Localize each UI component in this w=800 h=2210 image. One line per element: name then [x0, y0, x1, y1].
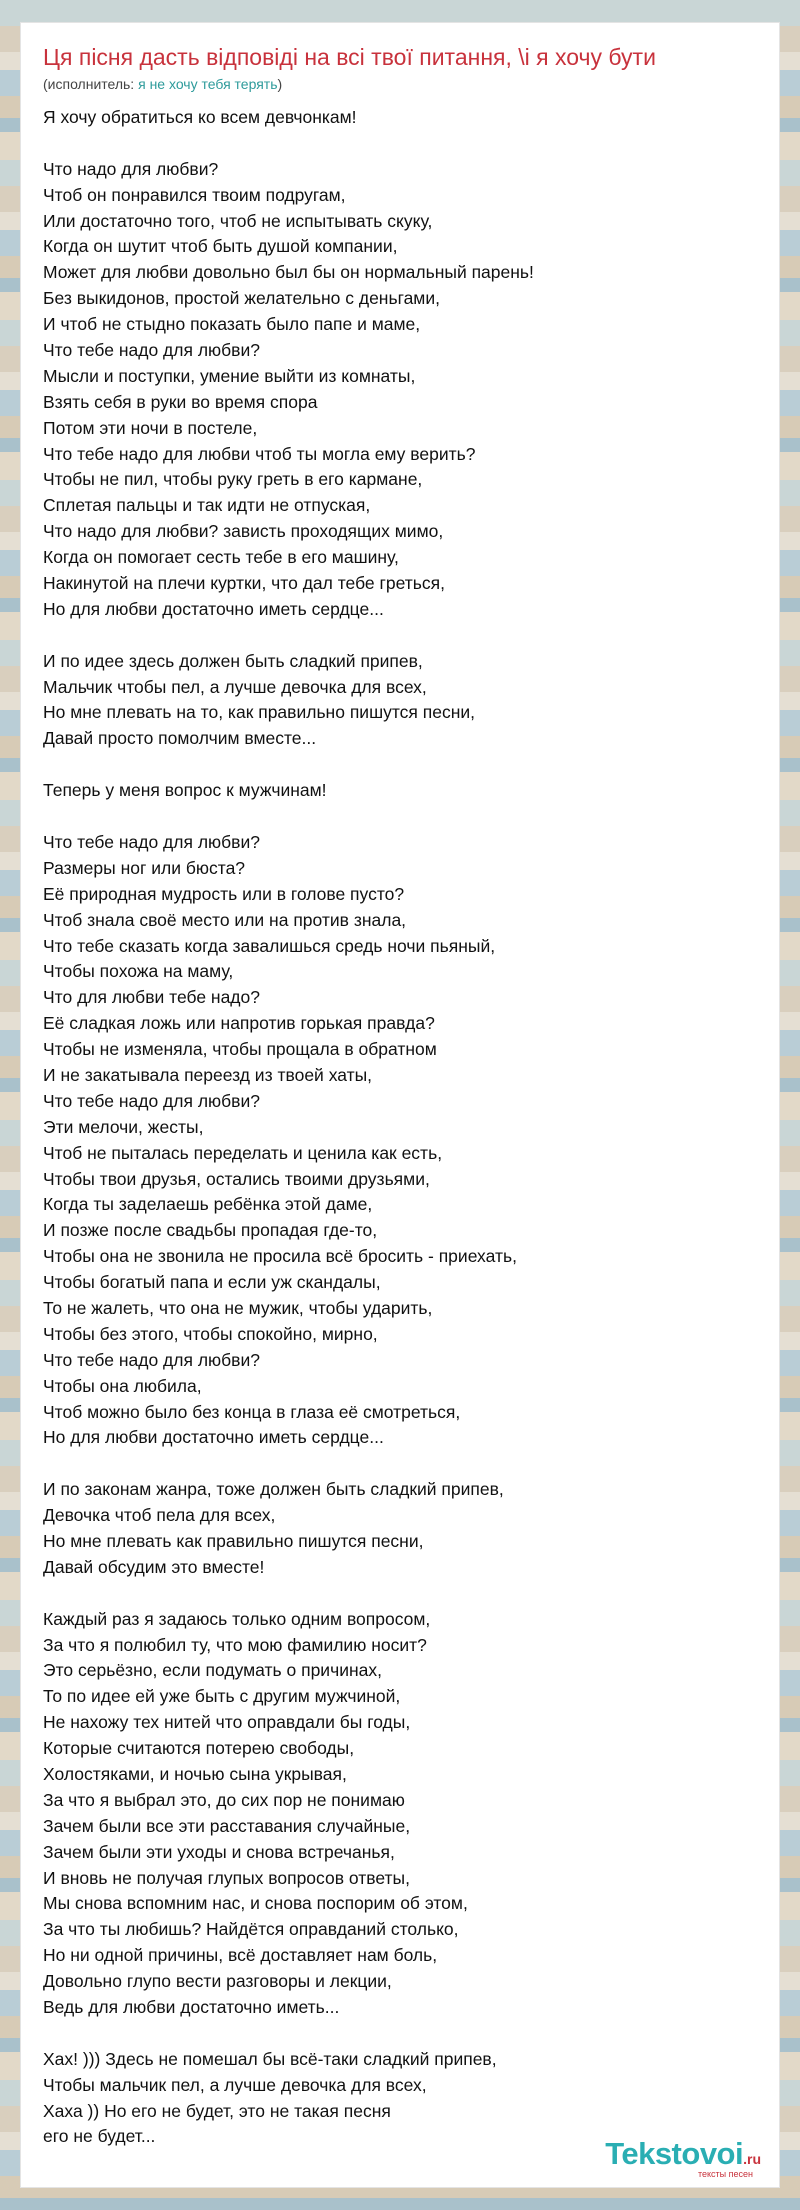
- lyric-line: Сплетая пальцы и так идти не отпуская,: [43, 495, 371, 516]
- lyric-line: Чтобы не изменяла, чтобы прощала в обратном: [43, 1039, 437, 1060]
- lyric-line: Я хочу обратиться ко всем девчонкам!: [43, 107, 357, 127]
- lyric-line: Что тебе надо для любви?: [43, 1090, 260, 1111]
- lyric-line: И чтоб не стыдно показать было папе и маме,: [43, 314, 421, 335]
- lyric-line: И позже после свадьбы пропадая где-то,: [43, 1220, 378, 1241]
- lyric-line: Что тебе надо для любви?: [43, 831, 260, 852]
- lyric-line: То не жалеть, что она не мужик, чтобы ударить,: [43, 1297, 433, 1318]
- lyric-line: Размеры ног или бюста?: [43, 857, 246, 878]
- lyric-line: Что для любви тебе надо?: [43, 987, 260, 1008]
- lyric-line: Давай просто помолчим вместе...: [43, 728, 317, 749]
- lyric-line: Что тебе надо для любви?: [43, 340, 260, 361]
- lyric-line: Потом эти ночи в постеле,: [43, 417, 258, 438]
- lyric-line: Хах! ))) Здесь не помешал бы всё-таки сладкий припев,: [43, 2048, 497, 2069]
- logo-tld: .ru: [743, 2151, 761, 2167]
- lyrics-text: [43, 105, 763, 2150]
- lyric-line: Но ни одной причины, всё доставляет нам боль,: [43, 1945, 438, 1966]
- lyric-line: Без выкидонов, простой желательно с деньгами,: [43, 288, 440, 309]
- logo-name: Tekstovoi: [605, 2136, 744, 2171]
- lyric-blank-line: [43, 752, 763, 778]
- lyric-line: Чтобы она любила,: [43, 1375, 202, 1396]
- lyric-line: Чтоб знала своё место или на против знала,: [43, 909, 407, 930]
- lyric-line: Это серьёзно, если подумать о причинах,: [43, 1660, 382, 1681]
- lyric-line: Чтобы твои друзья, остались твоими друзьями,: [43, 1168, 430, 1189]
- lyric-line: Может для любви довольно был бы он нормальный парень!: [43, 262, 534, 283]
- lyric-line: Когда ты заделаешь ребёнка этой даме,: [43, 1194, 373, 1215]
- lyric-line: Зачем были все эти расставания случайные,: [43, 1815, 411, 1836]
- lyric-blank-line: [43, 623, 763, 649]
- artist-link[interactable]: я не хочу тебя терять: [138, 76, 278, 92]
- lyric-line: Но для любви достаточно иметь сердце...: [43, 1427, 384, 1448]
- lyric-line: Что надо для любви?: [43, 158, 219, 179]
- lyric-line: За что я полюбил ту, что мою фамилию носит?: [43, 1634, 427, 1655]
- lyric-line: И по идее здесь должен быть сладкий припев,: [43, 650, 423, 671]
- lyric-line: Что тебе сказать когда завалишься средь ночи пьяный,: [43, 935, 496, 956]
- lyric-line: Но мне плевать на то, как правильно пишутся песни,: [43, 702, 476, 723]
- lyric-line: За что я выбрал это, до сих пор не понимаю: [43, 1789, 405, 1810]
- lyric-line: Девочка чтоб пела для всех,: [43, 1505, 276, 1526]
- artist-line: [43, 75, 282, 93]
- lyric-line: И вновь не получая глупых вопросов ответы,: [43, 1867, 410, 1888]
- lyric-line: Когда он помогает сесть тебе в его машину,: [43, 547, 399, 568]
- lyric-line: Каждый раз я задаюсь только одним вопросом,: [43, 1608, 431, 1629]
- lyric-blank-line: [43, 804, 763, 830]
- lyric-line: Чтобы богатый папа и если уж скандалы,: [43, 1272, 381, 1293]
- lyric-line: Мальчик чтобы пел, а лучше девочка для всех,: [43, 676, 427, 697]
- content-card: [20, 22, 780, 2188]
- lyric-line: Когда он шутит чтоб быть душой компании,: [43, 236, 398, 257]
- lyric-line: Накинутой на плечи куртки, что дал тебе греться,: [43, 573, 445, 594]
- lyric-line: За что ты любишь? Найдётся оправданий столько,: [43, 1919, 459, 1940]
- lyric-line: Хаха )) Но его не будет, это не такая песня: [43, 2100, 391, 2121]
- lyric-line: Что надо для любви? зависть проходящих мимо,: [43, 521, 444, 542]
- lyric-line: Её природная мудрость или в голове пусто?: [43, 883, 405, 904]
- lyric-blank-line: [43, 1581, 763, 1607]
- lyric-line: И не закатывала переезд из твоей хаты,: [43, 1064, 373, 1085]
- lyric-line: Теперь у меня вопрос к мужчинам!: [43, 780, 327, 801]
- lyric-line: Довольно глупо вести разговоры и лекции,: [43, 1971, 392, 1992]
- page-title: Ця пісня дасть відповіді на всі твої питання, \і я хочу бути: [43, 44, 656, 70]
- lyric-line: Чтобы мальчик пел, а лучше девочка для всех,: [43, 2074, 427, 2095]
- lyric-line: Чтобы без этого, чтобы спокойно, мирно,: [43, 1323, 378, 1344]
- lyric-line: Но мне плевать как правильно пишутся песни,: [43, 1530, 424, 1551]
- lyric-blank-line: [43, 131, 763, 157]
- lyric-line: То по идее ей уже быть с другим мужчиной,: [43, 1686, 401, 1707]
- lyric-line: И по законам жанра, тоже должен быть сладкий припев,: [43, 1479, 504, 1500]
- lyric-blank-line: [43, 2021, 763, 2047]
- lyric-line: Которые считаются потерею свободы,: [43, 1738, 355, 1759]
- lyric-line: Что тебе надо для любви?: [43, 1349, 260, 1370]
- site-logo[interactable]: [605, 2138, 761, 2179]
- lyric-line: Ведь для любви достаточно иметь...: [43, 1997, 340, 2018]
- lyric-line: Или достаточно того, чтоб не испытывать скуку,: [43, 210, 433, 231]
- lyric-line: Чтоб не пыталась переделать и ценила как есть,: [43, 1142, 443, 1163]
- artist-suffix: ): [277, 76, 283, 92]
- lyric-line: Мы снова вспомним нас, и снова поспорим об этом,: [43, 1893, 468, 1914]
- lyric-line: Мысли и поступки, умение выйти из комнаты,: [43, 365, 416, 386]
- artist-prefix: (исполнитель:: [43, 76, 139, 92]
- lyric-blank-line: [43, 1451, 763, 1477]
- lyric-line: Эти мелочи, жесты,: [43, 1116, 204, 1137]
- lyric-line: Но для любви достаточно иметь сердце...: [43, 598, 384, 619]
- lyric-line: Её сладкая ложь или напротив горькая правда?: [43, 1013, 435, 1034]
- lyric-line: его не будет...: [43, 2126, 156, 2147]
- lyric-line: Давай обсудим это вместе!: [43, 1556, 265, 1577]
- lyric-line: Чтобы похожа на маму,: [43, 961, 234, 982]
- lyric-line: Взять себя в руки во время спора: [43, 391, 318, 412]
- lyric-line: Чтоб можно было без конца в глаза её смотреться,: [43, 1401, 461, 1422]
- logo-tagline: тексты песен: [697, 2169, 753, 2179]
- lyric-line: Зачем были эти уходы и снова встречанья,: [43, 1841, 395, 1862]
- lyric-line: Не нахожу тех нитей что оправдали бы годы,: [43, 1712, 411, 1733]
- lyric-line: Чтоб он понравился твоим подругам,: [43, 184, 346, 205]
- lyric-line: Чтобы не пил, чтобы руку греть в его кармане,: [43, 469, 423, 490]
- lyric-line: Что тебе надо для любви чтоб ты могла ему верить?: [43, 443, 476, 464]
- lyric-line: Холостяками, и ночью сына укрывая,: [43, 1764, 347, 1784]
- lyric-line: Чтобы она не звонила не просила всё бросить - приехать,: [43, 1246, 517, 1267]
